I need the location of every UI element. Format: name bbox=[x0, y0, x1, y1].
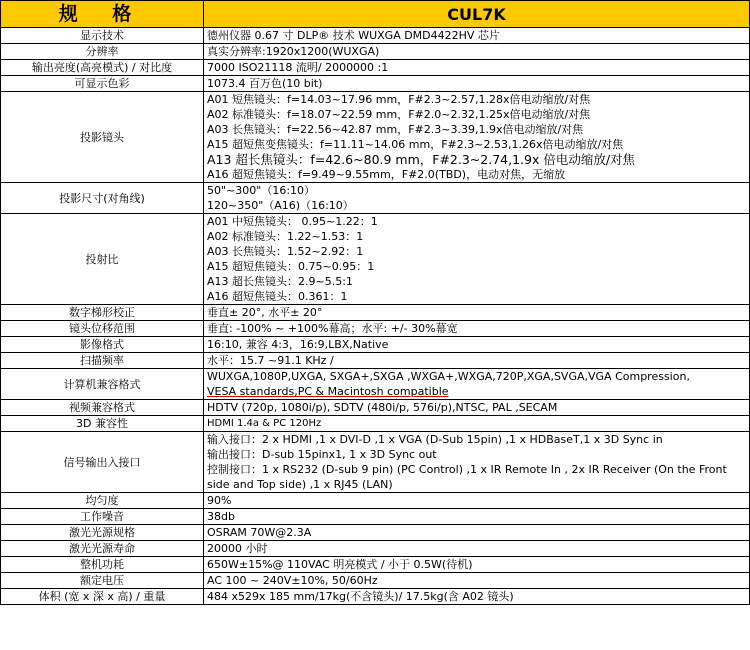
row-display-tech bbox=[1, 28, 750, 44]
row-value: AC 100 ~ 240V±10%, 50/60Hz bbox=[204, 573, 750, 589]
row-label: 输出亮度(高亮模式) / 对比度 bbox=[1, 60, 204, 76]
row-label: 计算机兼容格式 bbox=[1, 369, 204, 400]
row-throw-ratio bbox=[1, 214, 750, 305]
row-scan-freq bbox=[1, 353, 750, 369]
row-image-format bbox=[1, 337, 750, 353]
header-model: CUL7K bbox=[204, 1, 750, 28]
row-value: 90% bbox=[204, 493, 750, 509]
row-colors bbox=[1, 76, 750, 92]
row-label: 整机功耗 bbox=[1, 557, 204, 573]
row-label: 数字梯形校正 bbox=[1, 305, 204, 321]
row-dimensions bbox=[1, 589, 750, 605]
row-value: 16:10, 兼容 4:3，16:9,LBX,Native bbox=[204, 337, 750, 353]
lens-a02: A02 标准镜头：f=18.07~22.59 mm，F#2.0~2.32,1.25x倍电动缩放/对焦 bbox=[207, 108, 591, 121]
row-label: 投影镜头 bbox=[1, 92, 204, 183]
row-keystone bbox=[1, 305, 750, 321]
throw-a16: A16 超短焦镜头：0.361：1 bbox=[207, 290, 348, 303]
throw-a13: A13 超长焦镜头：2.9~5.5:1 bbox=[207, 275, 353, 288]
row-label: 镜头位移范围 bbox=[1, 321, 204, 337]
row-value bbox=[204, 432, 750, 493]
pc-compat-line-2: VESA standards,PC & Macintosh compatible bbox=[207, 385, 449, 398]
lens-a16: A16 超短焦镜头：f=9.49~9.55mm，F#2.0(TBD)，电动对焦，无缩放 bbox=[207, 168, 566, 181]
row-value: 真实分辨率:1920x1200(WUXGA) bbox=[204, 44, 750, 60]
header-label: 规 格 bbox=[1, 1, 204, 28]
row-brightness bbox=[1, 60, 750, 76]
interface-control-2: side and Top side) ,1 x RJ45 (LAN) bbox=[207, 478, 393, 491]
row-label: 信号输出入接口 bbox=[1, 432, 204, 493]
row-voltage bbox=[1, 573, 750, 589]
row-value: 垂直± 20°, 水平± 20° bbox=[204, 305, 750, 321]
row-interfaces bbox=[1, 432, 750, 493]
row-pc-compat bbox=[1, 369, 750, 400]
row-label: 体积 (宽 x 深 x 高) / 重量 bbox=[1, 589, 204, 605]
row-value: 垂直: -100% ~ +100%幕高；水平: +/- 30%幕宽 bbox=[204, 321, 750, 337]
row-label: 额定电压 bbox=[1, 573, 204, 589]
row-label: 显示技术 bbox=[1, 28, 204, 44]
row-value: 水平：15.7 ~91.1 KHz / bbox=[204, 353, 750, 369]
header-row bbox=[1, 1, 750, 28]
row-value: 1073.4 百万色(10 bit) bbox=[204, 76, 750, 92]
row-label: 投影尺寸(对角线) bbox=[1, 183, 204, 214]
row-video-compat bbox=[1, 400, 750, 416]
throw-a15: A15 超短焦镜头：0.75~0.95：1 bbox=[207, 260, 375, 273]
throw-a01: A01 中短焦镜头： 0.95~1.22：1 bbox=[207, 215, 378, 228]
interface-control-1: 控制接口：1 x RS232 (D-sub 9 pin) (PC Control) ,1 x IR Remote In , 2x IR Receiver (On the Front bbox=[207, 463, 727, 476]
lens-a03: A03 长焦镜头：f=22.56~42.87 mm，F#2.3~3.39,1.9x倍电动缩放/对焦 bbox=[207, 123, 584, 136]
row-uniformity bbox=[1, 493, 750, 509]
row-label: 视频兼容格式 bbox=[1, 400, 204, 416]
size-line-2: 120~350"（A16)（16:10） bbox=[207, 199, 354, 212]
row-value: HDTV (720p, 1080i/p), SDTV (480i/p, 576i/p),NTSC, PAL ,SECAM bbox=[204, 400, 750, 416]
size-line-1: 50"~300"（16:10） bbox=[207, 184, 316, 197]
row-value: 德州仪器 0.67 寸 DLP® 技术 WUXGA DMD4422HV 芯片 bbox=[204, 28, 750, 44]
row-label: 投射比 bbox=[1, 214, 204, 305]
row-label: 影像格式 bbox=[1, 337, 204, 353]
row-label: 可显示色彩 bbox=[1, 76, 204, 92]
interface-input: 输入接口：2 x HDMI ,1 x DVI-D ,1 x VGA (D-Sub 15pin) ,1 x HDBaseT,1 x 3D Sync in bbox=[207, 433, 663, 446]
row-resolution bbox=[1, 44, 750, 60]
lens-a13: A13 超长焦镜头：f=42.6~80.9 mm，F#2.3~2.74,1.9x 倍电动缩放/对焦 bbox=[207, 152, 636, 167]
pc-compat-line-1: WUXGA,1080P,UXGA, SXGA+,SXGA ,WXGA+,WXGA,720P,XGA,SVGA,VGA Compression, bbox=[207, 370, 690, 383]
row-lens bbox=[1, 92, 750, 183]
row-label: 工作噪音 bbox=[1, 509, 204, 525]
interface-output: 输出接口：D-sub 15pinx1, 1 x 3D Sync out bbox=[207, 448, 437, 461]
row-value bbox=[204, 92, 750, 183]
row-value: 20000 小时 bbox=[204, 541, 750, 557]
row-power bbox=[1, 557, 750, 573]
throw-a02: A02 标准镜头：1.22~1.53：1 bbox=[207, 230, 364, 243]
row-laser-life bbox=[1, 541, 750, 557]
row-label: 激光光源寿命 bbox=[1, 541, 204, 557]
row-value: 650W±15%@ 110VAC 明亮模式 / 小于 0.5W(待机) bbox=[204, 557, 750, 573]
row-label: 均匀度 bbox=[1, 493, 204, 509]
row-value: HDMI 1.4a & PC 120Hz bbox=[204, 416, 750, 432]
lens-a15: A15 超短焦变焦镜头：f=11.11~14.06 mm，F#2.3~2.53,1.26x倍电动缩放/对焦 bbox=[207, 138, 624, 151]
lens-a01: A01 短焦镜头：f=14.03~17.96 mm，F#2.3~2.57,1.28x倍电动缩放/对焦 bbox=[207, 93, 591, 106]
row-value: 38db bbox=[204, 509, 750, 525]
row-noise bbox=[1, 509, 750, 525]
row-value: OSRAM 70W@2.3A bbox=[204, 525, 750, 541]
row-value bbox=[204, 214, 750, 305]
throw-a03: A03 长焦镜头：1.52~2.92：1 bbox=[207, 245, 364, 258]
row-label: 分辨率 bbox=[1, 44, 204, 60]
row-label: 激光光源规格 bbox=[1, 525, 204, 541]
row-lens-shift bbox=[1, 321, 750, 337]
row-value bbox=[204, 183, 750, 214]
row-value bbox=[204, 369, 750, 400]
row-value: 484 x529x 185 mm/17kg(不含镜头)/ 17.5kg(含 A02 镜头) bbox=[204, 589, 750, 605]
row-label: 扫描频率 bbox=[1, 353, 204, 369]
row-value: 7000 ISO21118 流明/ 2000000 :1 bbox=[204, 60, 750, 76]
row-3d bbox=[1, 416, 750, 432]
row-laser-spec bbox=[1, 525, 750, 541]
row-label: 3D 兼容性 bbox=[1, 416, 204, 432]
row-projection-size bbox=[1, 183, 750, 214]
